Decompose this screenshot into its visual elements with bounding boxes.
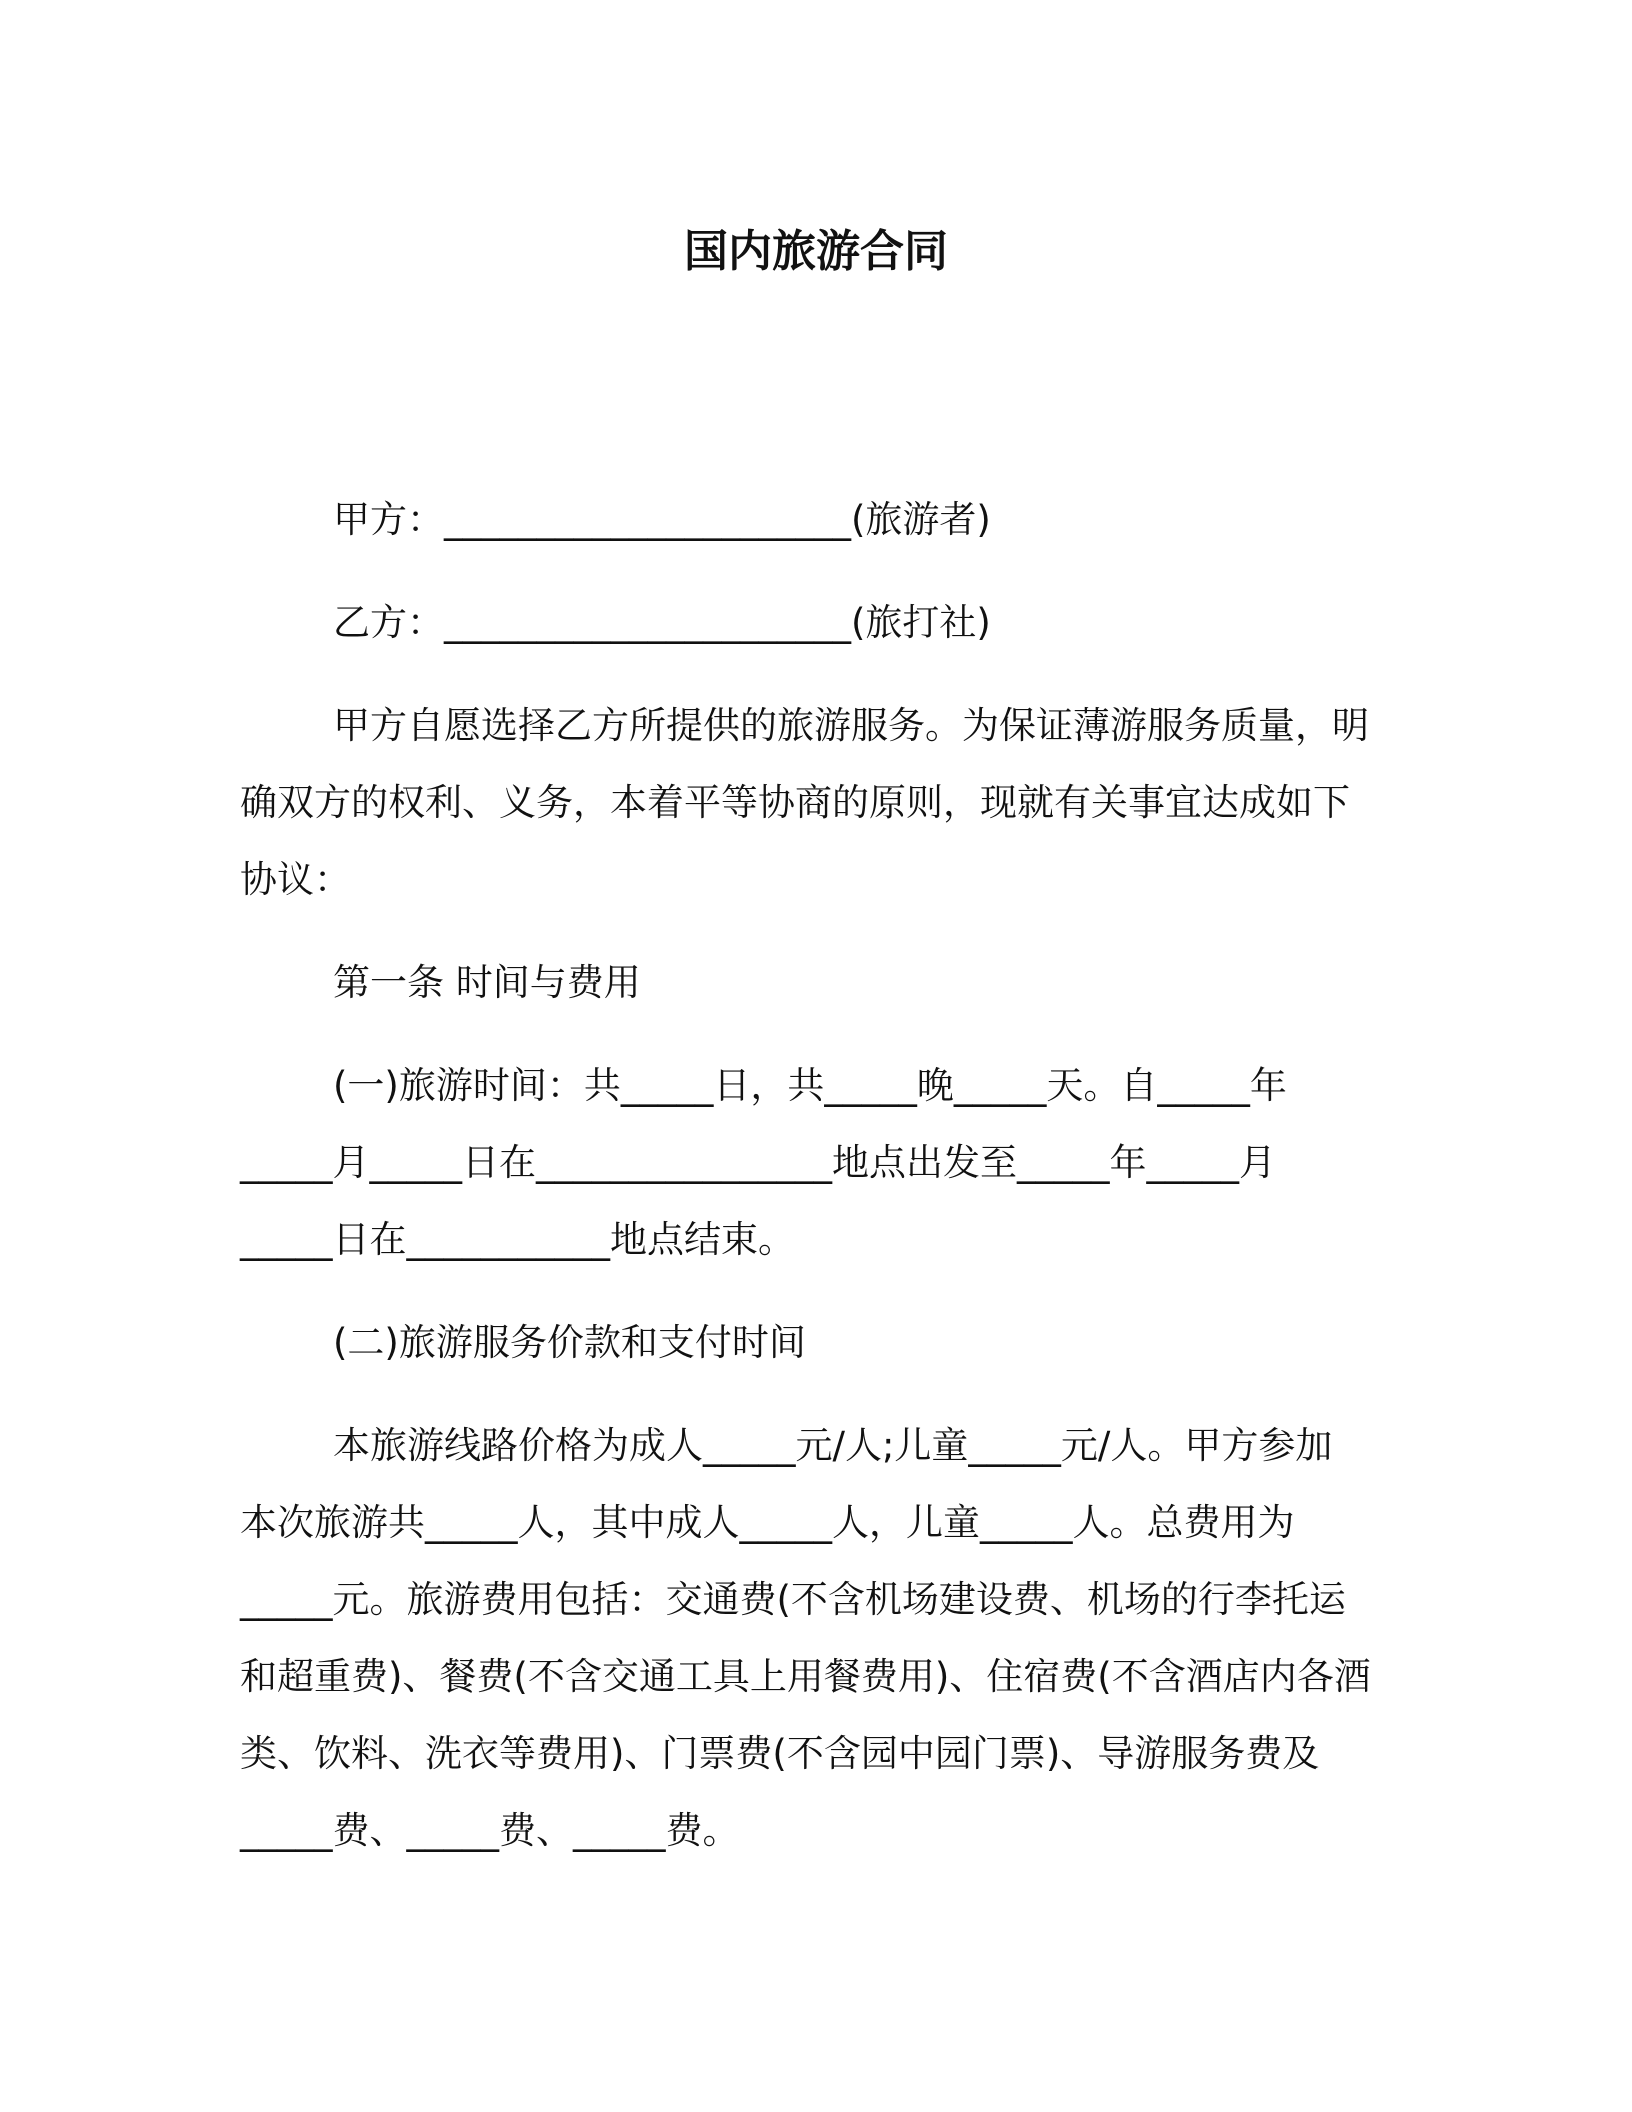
price-line-5: 类、饮料、洗衣等费用)、门票费(不含园中园门票)、导游服务费及 xyxy=(240,1732,1320,1775)
article-1-heading: 第一条 时间与费用 xyxy=(333,961,641,1004)
travel-time-line-3: _____日在___________地点结束。 xyxy=(240,1218,795,1261)
intro-line-3: 协议： xyxy=(240,858,351,901)
price-line-4: 和超重费)、餐费(不含交通工具上用餐费用)、住宿费(不含酒店内各酒 xyxy=(240,1655,1371,1698)
travel-time-line-1: (一)旅游时间：共_____日，共_____晚_____天。自_____年 xyxy=(333,1064,1287,1107)
price-line-3: _____元。旅游费用包括：交通费(不含机场建设费、机场的行李托运 xyxy=(240,1578,1346,1621)
travel-time-line-2: _____月_____日在________________地点出发至_____年_____月 xyxy=(240,1141,1276,1184)
price-section-heading: (二)旅游服务价款和支付时间 xyxy=(333,1321,806,1364)
intro-line-1: 甲方自愿选择乙方所提供的旅游服务。为保证薄游服务质量，明 xyxy=(333,704,1369,747)
party-b-line: 乙方：______________________(旅打社) xyxy=(333,601,991,644)
price-line-2: 本次旅游共_____人，其中成人_____人，儿童_____人。总费用为 xyxy=(240,1501,1295,1544)
intro-line-2: 确双方的权利、义务，本着平等协商的原则，现就有关事宜达成如下 xyxy=(240,781,1350,824)
price-line-1: 本旅游线路价格为成人_____元/人;儿童_____元/人。甲方参加 xyxy=(333,1424,1333,1467)
party-a-line: 甲方：______________________(旅游者) xyxy=(333,498,991,541)
document-title: 国内旅游合同 xyxy=(684,226,948,277)
price-line-6: _____费、_____费、_____费。 xyxy=(240,1809,740,1852)
